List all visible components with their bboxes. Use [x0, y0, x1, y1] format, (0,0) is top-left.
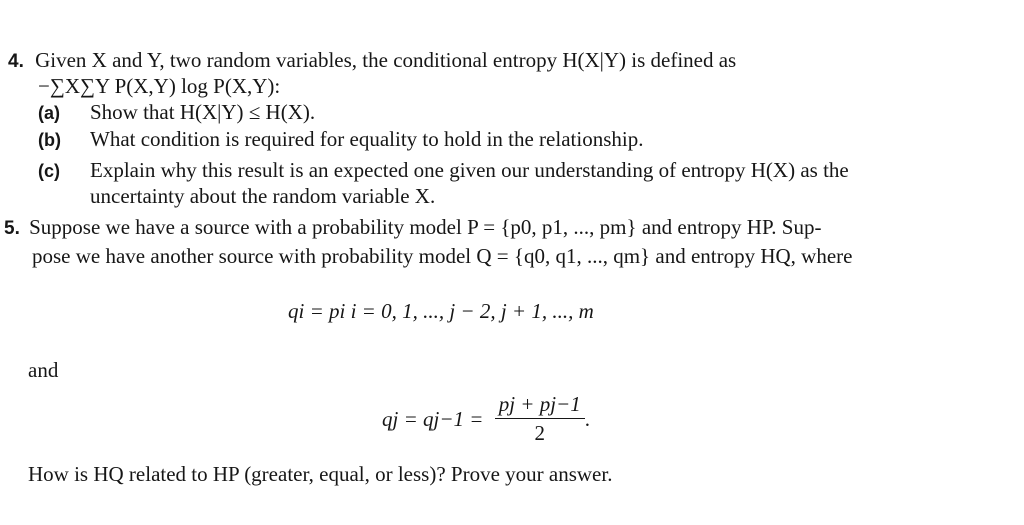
equation-2-fraction	[495, 390, 585, 447]
equation-2: qj = qj−1 = $\frac{pj + pj-1}{2}$ .	[382, 392, 590, 445]
equation-1	[288, 298, 594, 324]
and-line	[28, 357, 58, 383]
entropy-definition: −∑X∑Y P(X,Y) log P(X,Y):	[38, 74, 281, 98]
problem-4-part-a	[38, 99, 315, 126]
part-c-text: Explain why this result is an expected one given our understanding of entropy H(X) as the	[90, 158, 849, 182]
problem-5-line-1	[4, 214, 821, 242]
problem-4-line-1	[8, 47, 736, 75]
part-c-continuation: uncertainty about the random variable X.	[90, 184, 436, 208]
problem-4-part-c	[38, 157, 849, 184]
problem-4-part-b	[38, 126, 643, 153]
problem-5-statement: Suppose we have a source with a probability model P = {p0, p1, ..., pm} and entropy HP. Sup-	[29, 215, 822, 239]
part-a-text: Show that H(X|Y) ≤ H(X).	[90, 100, 316, 124]
fraction-denominator: 2	[534, 421, 545, 445]
final-question	[28, 461, 612, 487]
problem-4-line-2	[38, 73, 280, 99]
problem-5-number: 5.	[4, 218, 20, 239]
problem-5-statement-continued: pose we have another source with probability model Q = {q0, q1, ..., qm} and entropy HQ, where	[32, 244, 853, 268]
equation-2-lhs: qj = qj−1 =	[382, 406, 484, 431]
fraction-numerator: pj + pj−1	[495, 390, 585, 419]
problem-4-part-c-continuation	[90, 183, 435, 209]
part-b-text: What condition is required for equality to hold in the relationship.	[90, 127, 644, 151]
part-a-label: (a)	[38, 103, 60, 123]
final-question-text: How is HQ related to HP (greater, equal, or less)? Prove your answer.	[28, 462, 613, 486]
equation-1-text: qi = pi i = 0, 1, ..., j − 2, j + 1, ..., m	[288, 299, 594, 323]
problem-4-number: 4.	[8, 51, 24, 72]
problem-4-statement: Given X and Y, two random variables, the conditional entropy H(X|Y) is defined as	[35, 48, 737, 72]
part-c-label: (c)	[38, 161, 60, 181]
problem-5-line-2	[32, 243, 852, 269]
and-word: and	[28, 358, 59, 382]
part-b-label: (b)	[38, 130, 61, 150]
